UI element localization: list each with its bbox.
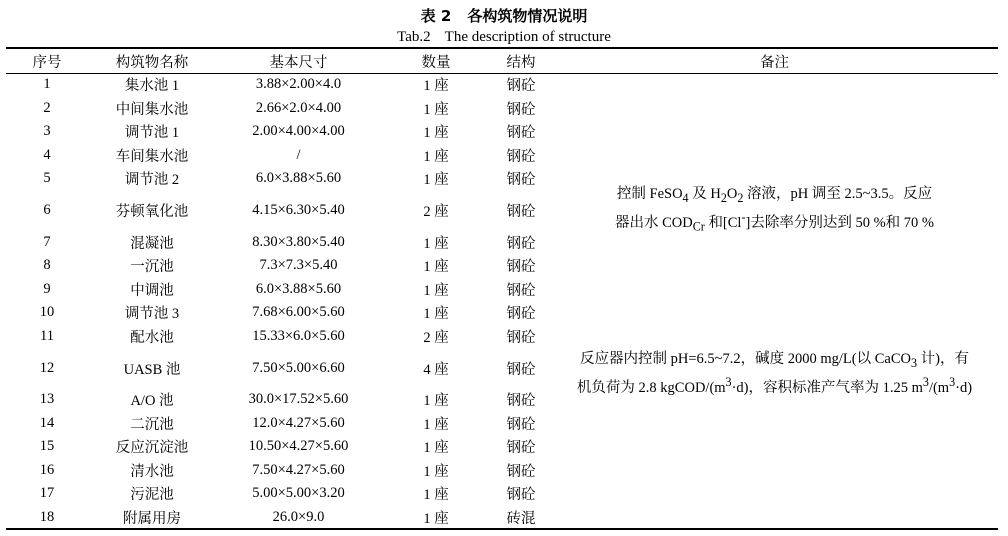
cell-name: 附属用房 xyxy=(123,510,181,527)
structure-table xyxy=(6,50,998,529)
cell-structure: 钢砼 xyxy=(506,235,536,252)
cell-name: 清水池 xyxy=(130,463,174,480)
cell-size: 12.0×4.27×5.60 xyxy=(252,414,345,431)
cell-index: 5 xyxy=(43,170,51,187)
cell-quantity: 1 座 xyxy=(423,101,449,118)
cell-index: 1 xyxy=(43,76,51,93)
table-subtitle xyxy=(0,28,1008,46)
cell-structure: 钢砼 xyxy=(506,416,536,433)
cell-size: 30.0×17.52×5.60 xyxy=(248,391,349,408)
cell-quantity: 2 座 xyxy=(423,204,449,220)
cell-quantity: 1 座 xyxy=(423,282,449,299)
cell-size: 7.50×4.27×5.60 xyxy=(252,461,345,478)
table-row xyxy=(6,348,998,388)
cell-quantity: 1 座 xyxy=(423,487,449,504)
cell-index: 16 xyxy=(39,461,55,478)
cell-name: 芬顿氧化池 xyxy=(115,204,189,220)
header-quantity: 数量 xyxy=(421,55,451,71)
cell-index: 14 xyxy=(39,414,55,431)
remark-uasb xyxy=(551,348,998,529)
table-title-text: 各构筑物情况说明 xyxy=(467,7,588,25)
top-rule xyxy=(6,47,998,49)
cell-structure: 钢砼 xyxy=(506,440,536,457)
cell-name: 二沉池 xyxy=(130,416,174,433)
remark-fenton-line2: 器出水 $COD_{Cr}$ 和[Cl-]去除率分别达到 50 %和 70 % xyxy=(614,209,934,234)
remark-fenton xyxy=(551,73,998,348)
cell-quantity: 4 座 xyxy=(423,361,449,378)
cell-structure: 钢砼 xyxy=(506,463,536,480)
header-structure: 结构 xyxy=(506,55,536,71)
cell-name: 污泥池 xyxy=(130,487,174,504)
cell-name: 集水池 1 xyxy=(124,78,180,95)
cell-structure: 钢砼 xyxy=(506,282,536,299)
cell-index: 2 xyxy=(43,99,51,116)
cell-name: UASB 池 xyxy=(123,361,181,378)
cell-structure: 钢砼 xyxy=(506,329,536,346)
cell-size: 2.00×4.00×4.00 xyxy=(252,123,345,140)
table-title-label: 表 2 xyxy=(420,7,452,25)
cell-quantity: 1 座 xyxy=(423,393,449,410)
cell-index: 6 xyxy=(43,202,51,218)
cell-index: 11 xyxy=(40,327,54,344)
cell-size: 2.66×2.0×4.00 xyxy=(255,99,342,116)
cell-index: 18 xyxy=(39,508,55,525)
cell-index: 17 xyxy=(39,485,55,502)
cell-structure: 钢砼 xyxy=(506,487,536,504)
cell-size: 15.33×6.0×5.60 xyxy=(252,327,345,344)
cell-index: 3 xyxy=(43,123,51,140)
cell-index: 10 xyxy=(39,304,55,321)
cell-name: 反应沉淀池 xyxy=(115,440,189,457)
cell-name: 调节池 1 xyxy=(124,125,180,142)
cell-name: 调节池 3 xyxy=(124,306,180,323)
cell-index: 12 xyxy=(39,359,55,376)
table-title xyxy=(0,6,1008,26)
cell-size: 26.0×9.0 xyxy=(272,508,325,525)
cell-name: 混凝池 xyxy=(130,235,174,252)
cell-structure: 钢砼 xyxy=(506,78,536,95)
cell-quantity: 1 座 xyxy=(423,306,449,323)
cell-structure: 钢砼 xyxy=(506,306,536,323)
cell-name: 一沉池 xyxy=(130,259,174,276)
remark-uasb-line1: 反应器内控制 pH=6.5~7.2，碱度 2000 mg/L(以 CaCO$_3$ 计)，有 xyxy=(579,351,969,370)
cell-structure: 钢砼 xyxy=(506,125,536,142)
header-index: 序号 xyxy=(32,55,62,71)
cell-name: 车间集水池 xyxy=(115,148,189,165)
cell-size: 3.88×2.00×4.0 xyxy=(255,76,342,93)
cell-quantity: 1 座 xyxy=(423,235,449,252)
cell-structure: 砖混 xyxy=(506,510,536,527)
cell-structure: 钢砼 xyxy=(506,172,536,189)
table-row xyxy=(6,73,998,97)
cell-structure: 钢砼 xyxy=(506,204,536,220)
cell-size: 7.50×5.00×6.60 xyxy=(252,359,345,376)
cell-size: 8.30×3.80×5.40 xyxy=(252,233,345,250)
cell-name: 中间集水池 xyxy=(115,101,189,118)
cell-quantity: 1 座 xyxy=(423,125,449,142)
cell-index: 13 xyxy=(39,391,55,408)
header-row xyxy=(6,50,998,73)
header-size: 基本尺寸 xyxy=(269,55,328,71)
cell-name: A/O 池 xyxy=(130,393,174,410)
cell-structure: 钢砼 xyxy=(506,393,536,410)
cell-quantity: 1 座 xyxy=(423,440,449,457)
cell-name: 中调池 xyxy=(130,282,174,299)
header-name: 构筑物名称 xyxy=(115,55,189,71)
cell-index: 9 xyxy=(43,280,51,297)
cell-structure: 钢砼 xyxy=(506,101,536,118)
cell-size: 6.0×3.88×5.60 xyxy=(255,170,342,187)
cell-size: / xyxy=(296,146,301,163)
cell-quantity: 1 座 xyxy=(423,259,449,276)
cell-index: 15 xyxy=(39,438,55,455)
header-remarks: 备注 xyxy=(760,55,789,71)
cell-index: 4 xyxy=(43,146,51,163)
cell-structure: 钢砼 xyxy=(506,361,536,378)
remark-uasb-line2: 机负荷为 2.8 kgCOD/$(m^3\cdot d)$，容积标准产气率为 1.25 $m^3/(m^3\cdot d)$ xyxy=(576,374,973,396)
cell-quantity: 1 座 xyxy=(423,148,449,165)
cell-size: 7.3×7.3×5.40 xyxy=(259,257,338,274)
cell-size: 5.00×5.00×3.20 xyxy=(252,485,345,502)
cell-name: 配水池 xyxy=(130,329,174,346)
cell-size: 10.50×4.27×5.60 xyxy=(248,438,349,455)
cell-size: 7.68×6.00×5.60 xyxy=(252,304,345,321)
cell-quantity: 1 座 xyxy=(423,172,449,189)
cell-quantity: 1 座 xyxy=(423,416,449,433)
cell-name: 调节池 2 xyxy=(124,172,180,189)
table-subtitle-text: The description of structure xyxy=(444,29,611,45)
cell-quantity: 1 座 xyxy=(423,78,449,95)
cell-index: 8 xyxy=(43,257,51,274)
remark-fenton-line1: 控制 FeSO$_4$ 及 $H_2O_2$ 溶液，pH 调至 2.5~3.5。反应 xyxy=(616,185,933,205)
cell-structure: 钢砼 xyxy=(506,259,536,276)
cell-size: 4.15×6.30×5.40 xyxy=(252,202,345,218)
cell-index: 7 xyxy=(43,233,51,250)
cell-quantity: 2 座 xyxy=(423,329,449,346)
table-body xyxy=(6,73,998,529)
cell-quantity: 1 座 xyxy=(423,463,449,480)
cell-size: 6.0×3.88×5.60 xyxy=(255,280,342,297)
cell-quantity: 1 座 xyxy=(423,510,449,527)
table-subtitle-label: Tab.2 xyxy=(397,29,431,45)
cell-structure: 钢砼 xyxy=(506,148,536,165)
